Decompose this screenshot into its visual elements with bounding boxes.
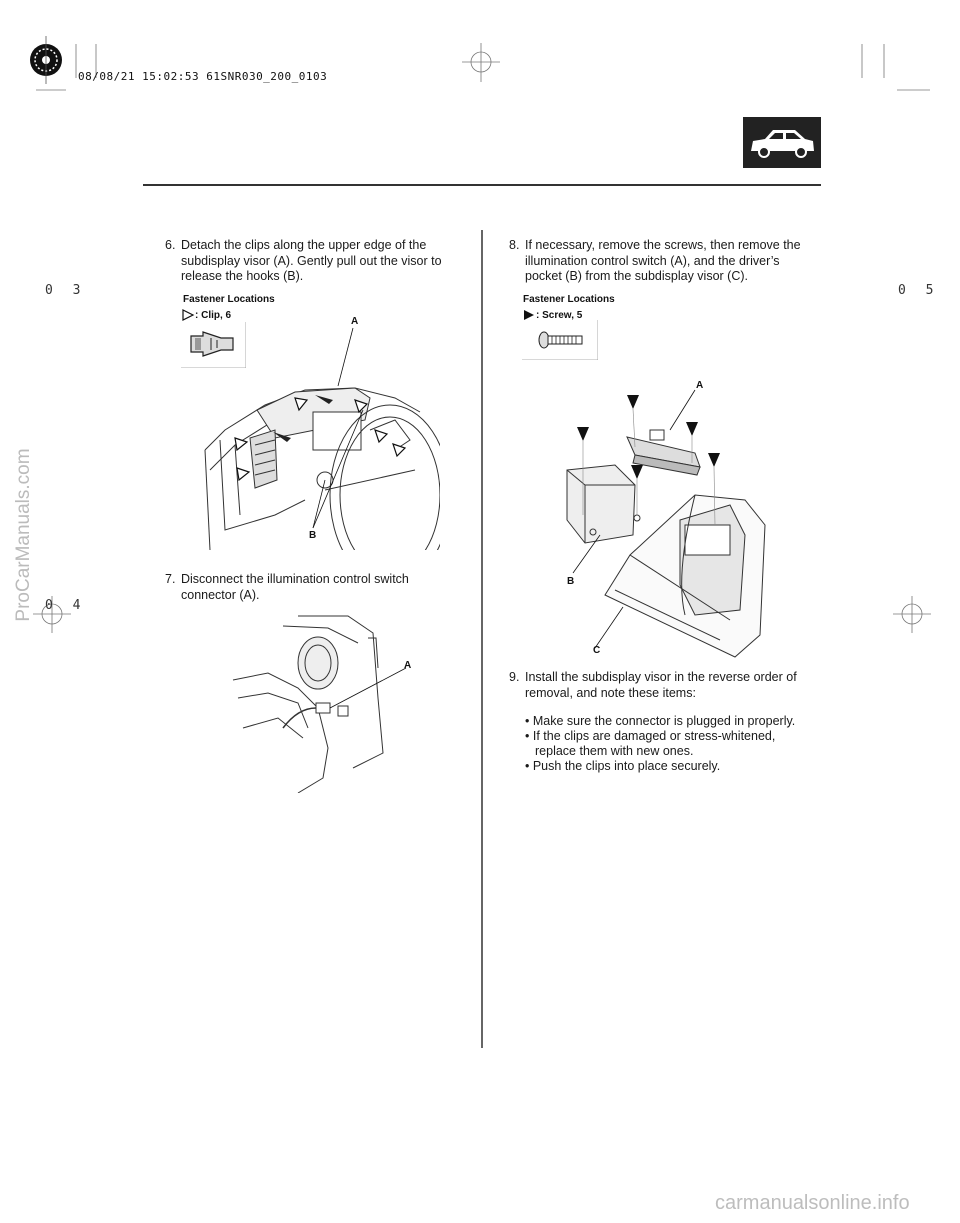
screw-thumbnail — [522, 320, 598, 360]
figure-connector — [228, 608, 428, 793]
fig3-callout-c: C — [593, 645, 601, 656]
bullet-push-clips: • Push the clips into place securely. — [525, 759, 721, 773]
step-6-number: 6. — [165, 238, 176, 252]
registration-target-top-left — [30, 36, 62, 84]
step-9-bullets — [509, 714, 809, 774]
step-8 — [509, 238, 804, 285]
step-6 — [165, 238, 455, 285]
step-7 — [165, 572, 455, 603]
fastener-item-screw: : Screw, 5 — [536, 310, 583, 321]
crosshair-top-center — [462, 43, 500, 82]
page-mark-right-upper: 0 5 — [898, 283, 940, 298]
page-mark-left-upper: 0 3 — [45, 283, 87, 298]
crosshair-right — [893, 596, 931, 633]
fastener-locations-title-left: Fastener Locations — [183, 294, 275, 305]
fig3-callout-b: B — [567, 576, 575, 587]
step-7-text: Disconnect the illumination control switch connector (A). — [181, 572, 409, 602]
figure-exploded-visor — [555, 375, 785, 660]
fig1-callout-a: A — [351, 316, 359, 327]
print-timestamp: 08/08/21 15:02:53 61SNR030_200_0103 — [78, 70, 328, 83]
page-mark-left-lower: 0 4 — [45, 598, 87, 613]
step-8-text: If necessary, remove the screws, then remove the illumination control switch (A), and the driver’s pocket (B) from the subdisplay visor (C). — [525, 238, 801, 283]
fig3-callout-a: A — [696, 380, 704, 391]
figure-dashboard-visor — [195, 320, 440, 550]
car-body-icon — [743, 117, 821, 168]
step-9-number: 9. — [509, 670, 520, 684]
step-9-text: Install the subdisplay visor in the reverse order of removal, and note these items: — [525, 670, 797, 700]
fastener-locations-title-right: Fastener Locations — [523, 294, 615, 305]
step-8-number: 8. — [509, 238, 520, 252]
watermark-bottom: carmanualsonline.info — [715, 1192, 910, 1214]
watermark-side: ProCarManuals.com — [13, 448, 34, 622]
bullet-clips-damaged: • If the clips are damaged or stress-whitened, replace them with new ones. — [525, 729, 776, 758]
fig2-callout-a: A — [404, 660, 412, 671]
fig1-callout-b: B — [309, 530, 317, 541]
step-9 — [509, 670, 804, 701]
step-6-text: Detach the clips along the upper edge of the subdisplay visor (A). Gently pull out the visor to release the hooks (B). — [181, 238, 442, 283]
fastener-item-clip: : Clip, 6 — [195, 310, 232, 321]
bullet-connector: • Make sure the connector is plugged in properly. — [525, 714, 796, 728]
step-7-number: 7. — [165, 572, 176, 586]
